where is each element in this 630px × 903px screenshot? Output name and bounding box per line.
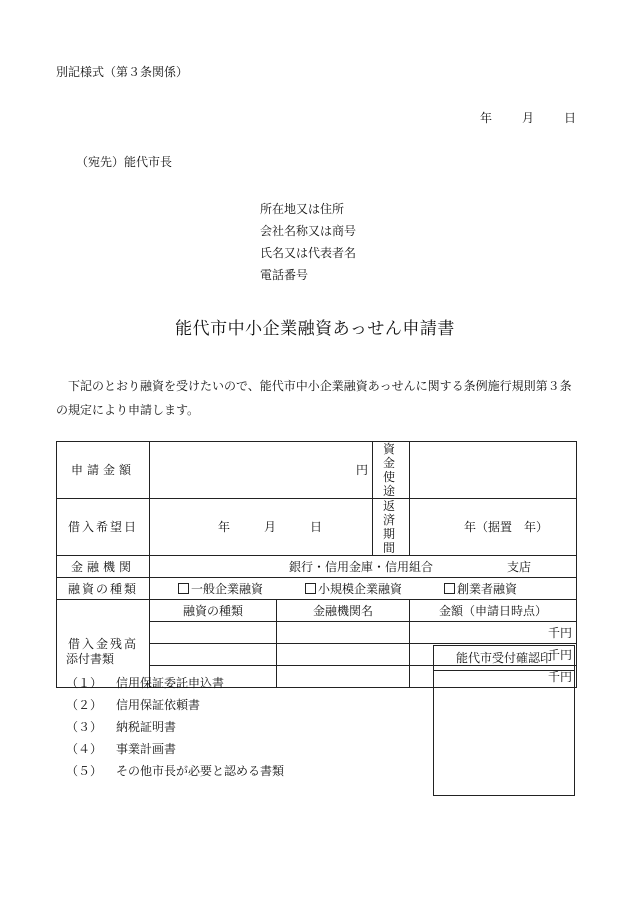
loan-option-small: 小規模企業融資 [318, 581, 403, 596]
desired-month: 月 [264, 520, 277, 534]
balance-row-2-type [150, 644, 277, 666]
date-month: 月 [522, 111, 535, 125]
loan-option-startup: 創業者融資 [457, 581, 518, 596]
addressee: （宛先）能代市長 [76, 155, 173, 169]
desired-date-label: 借入希望日 [57, 499, 150, 556]
attachment-item: （１） 信用保証委託申込書 [66, 676, 225, 690]
desired-day: 日 [310, 520, 323, 534]
balance-row-3-bank [277, 666, 410, 688]
date-day: 日 [564, 111, 577, 125]
body-text: 下記のとおり融資を受けたいので、能代市中小企業融資あっせんに関する条例施行規則第３条の規定により申請します。 [56, 379, 572, 417]
repay-period-label: 返済期間 [373, 499, 410, 556]
loan-option-general: 一般企業融資 [191, 581, 264, 596]
apply-amount-label: 申請金額 [57, 442, 150, 499]
balance-row-1-type [150, 622, 277, 644]
stamp-box-title: 能代市受付確認印 [434, 646, 574, 671]
apply-amount-unit: 円 [150, 442, 373, 499]
applicant-name: 氏名又は代表者名 [260, 246, 357, 260]
applicant-company: 会社名称又は商号 [260, 224, 357, 238]
attachments-title: 添付書類 [66, 652, 115, 666]
repay-period-value: 年（据置 年） [410, 499, 577, 556]
balance-row-2-bank [277, 644, 410, 666]
balance-row-1-bank [277, 622, 410, 644]
balance-row-2-unit: 千円 [410, 644, 577, 666]
balance-label: 借入金残高 [57, 600, 150, 688]
balance-header-type: 融資の種類 [150, 600, 277, 622]
checkbox[interactable] [178, 583, 189, 594]
fund-use-label: 資金使途 [373, 442, 410, 499]
institution-label: 金融機関 [57, 556, 150, 578]
fund-use-value [410, 442, 577, 499]
branch-label: 支店 [507, 559, 532, 574]
applicant-phone: 電話番号 [260, 268, 309, 282]
desired-date-value [150, 499, 373, 556]
attachment-item: （４） 事業計画書 [66, 742, 177, 756]
form-label: 別記様式（第３条関係） [56, 65, 189, 79]
balance-header-bank: 金融機関名 [277, 600, 410, 622]
attachment-item: （３） 納税証明書 [66, 720, 177, 734]
institution-value [150, 556, 577, 578]
balance-header-amount: 金額（申請日時点） [410, 600, 577, 622]
desired-year: 年 [218, 520, 231, 534]
date-year: 年 [480, 111, 493, 125]
institution-types: 銀行・信用金庫・信用組合 [289, 559, 434, 574]
attachment-item: （５） その他市長が必要と認める書類 [66, 764, 285, 778]
balance-row-1-unit: 千円 [410, 622, 577, 644]
balance-row-3-unit: 千円 [410, 666, 577, 688]
reception-stamp-box [433, 645, 575, 796]
loan-type-label: 融資の種類 [57, 578, 150, 600]
attachments-list [66, 672, 284, 782]
applicant-block [260, 198, 356, 286]
loan-type-options [150, 578, 577, 600]
attachment-item: （２） 信用保証依頼書 [66, 698, 201, 712]
checkbox[interactable] [305, 583, 316, 594]
checkbox[interactable] [444, 583, 455, 594]
document-title: 能代市中小企業融資あっせん申請書 [175, 319, 455, 339]
applicant-address: 所在地又は住所 [260, 202, 345, 216]
